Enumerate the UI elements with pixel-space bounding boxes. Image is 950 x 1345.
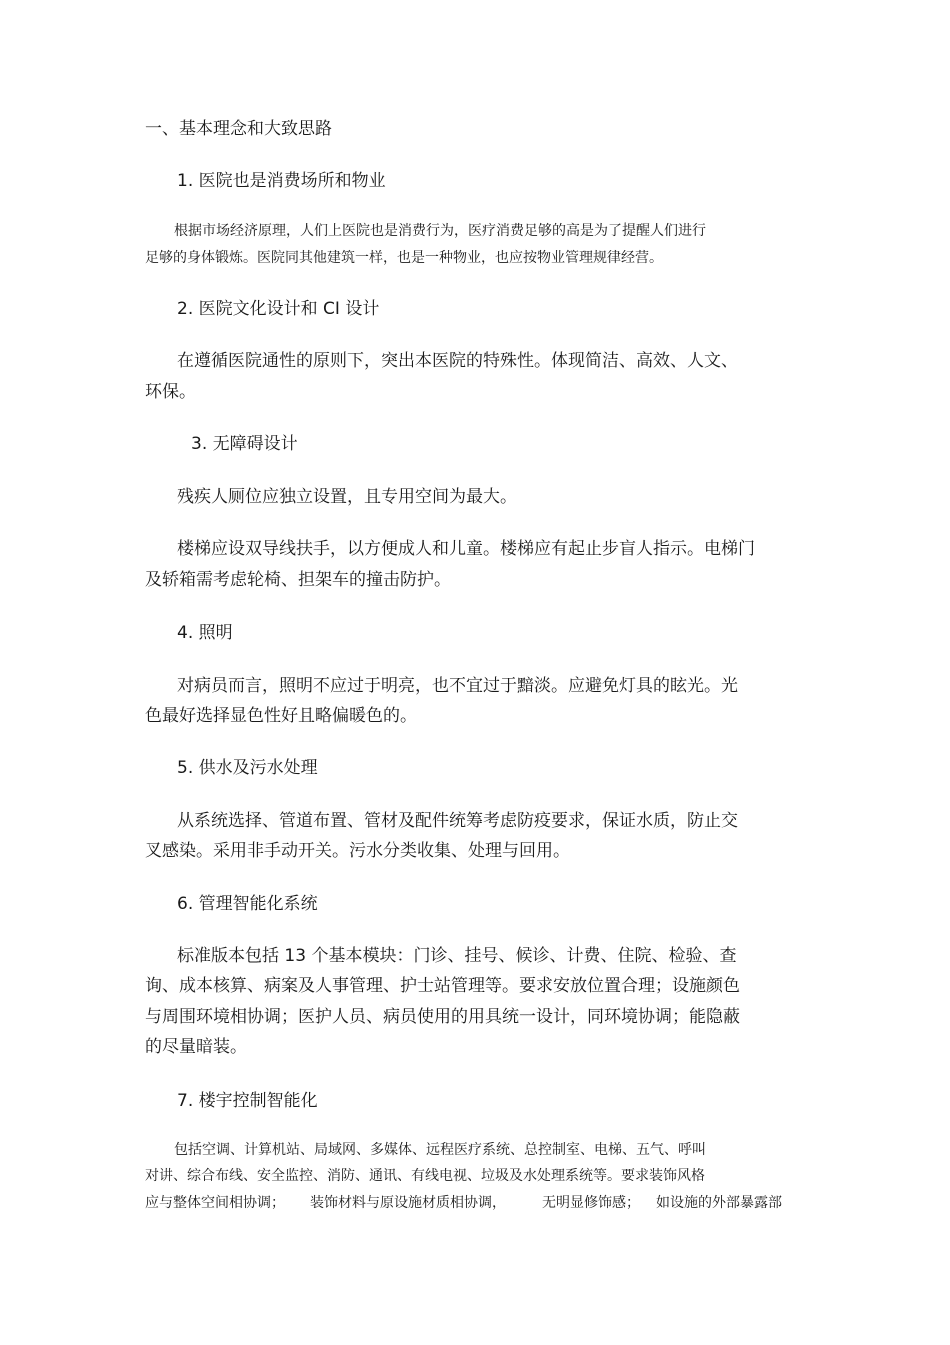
heading-1: 1. 医院也是消费场所和物业 [177,171,386,191]
heading-5: 5. 供水及污水处理 [177,758,318,778]
s6-line-2: 询、成本核算、病案及人事管理、护士站管理等。要求安放位置合理；设施颜色 [145,976,740,996]
s7-line-2: 对讲、综合布线、安全监控、消防、通讯、有线电视、垃圾及水处理系统等。要求装饰风格 [145,1168,705,1184]
heading-2: 2. 医院文化设计和 CI 设计 [177,299,380,319]
s1-line-2: 足够的身体锻炼。医院同其他建筑一样，也是一种物业，也应按物业管理规律经营。 [145,250,663,266]
s3-paragraph-1: 残疾人厕位应独立设置，且专用空间为最大。 [177,487,517,507]
s2-line-2: 环保。 [145,382,196,402]
s4-line-2: 色最好选择显色性好且略偏暖色的。 [145,706,417,726]
s5-line-2: 叉感染。采用非手动开关。污水分类收集、处理与回用。 [145,841,570,861]
s6-line-1: 标准版本包括 13 个基本模块：门诊、挂号、候诊、计费、住院、检验、查 [177,946,737,966]
s4-line-1: 对病员而言，照明不应过于明亮，也不宜过于黯淡。应避免灯具的眩光。光 [177,676,738,696]
section-title: 一、基本理念和大致思路 [145,119,332,139]
s3-line-2: 及轿箱需考虑轮椅、担架车的撞击防护。 [145,570,451,590]
heading-7: 7. 楼宇控制智能化 [177,1091,318,1111]
s7-line-3-part-3: 无明显修饰感； [542,1195,640,1211]
s6-line-3: 与周围环境相协调；医护人员、病员使用的用具统一设计，同环境协调；能隐蔽 [145,1007,740,1027]
s5-line-1: 从系统选择、管道布置、管材及配件统筹考虑防疫要求，保证水质，防止交 [177,811,738,831]
heading-4: 4. 照明 [177,623,233,643]
s7-line-3-part-2: 装饰材料与原设施材质相协调， [310,1195,506,1211]
heading-3: 3. 无障碍设计 [191,434,298,454]
s7-line-1: 包括空调、计算机站、局域网、多媒体、远程医疗系统、总控制室、电梯、五气、呼叫 [174,1142,706,1158]
s2-line-1: 在遵循医院通性的原则下，突出本医院的特殊性。体现简洁、高效、人文、 [177,351,738,371]
s3-line-1: 楼梯应设双导线扶手，以方便成人和儿童。楼梯应有起止步盲人指示。电梯门 [177,539,755,559]
heading-6: 6. 管理智能化系统 [177,894,318,914]
s7-line-3-part-4: 如设施的外部暴露部 [656,1195,782,1211]
s6-line-4: 的尽量暗装。 [145,1037,247,1057]
s1-line-1: 根据市场经济原理，人们上医院也是消费行为，医疗消费足够的高是为了提醒人们进行 [174,223,706,239]
s7-line-3-part-1: 应与整体空间相协调； [145,1195,285,1211]
